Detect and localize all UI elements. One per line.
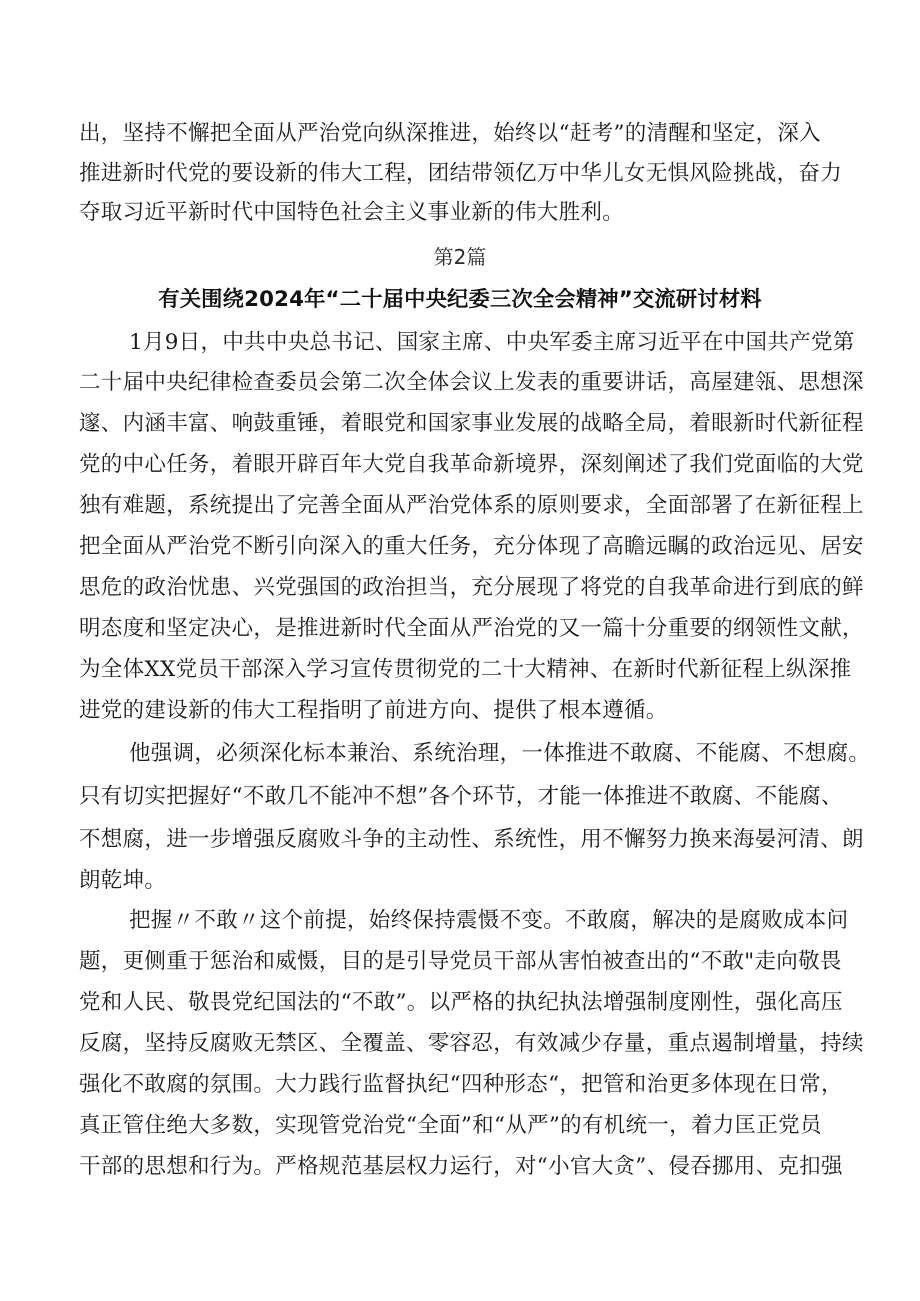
paragraph-line: 党和人民、敬畏党纪国法的“不敢”。以严格的执纪执法增强制度刚性，强化高压 (79, 990, 843, 1015)
intro-line: 推进新时代党的要设新的伟大工程，团结带领亿万中华儿女无惧风险挑战，奋力 (79, 161, 843, 186)
paragraph-line: 独有难题，系统提出了完善全面从严治党体系的原则要求，全面部署了在新征程上 (79, 493, 864, 518)
paragraph-line: 二十届中央纪律检查委员会第二次全体会议上发表的重要讲话，高屋建瓴、思想深 (79, 370, 864, 395)
paragraph-line: 题，更侧重于惩治和威慑，目的是引导党员干部从害怕被查出的“不敢"走向敬畏 (79, 949, 842, 974)
paragraph-line: 邃、内涵丰富、响鼓重锤，着眼党和国家事业发展的战略全局，着眼新时代新征程 (79, 411, 864, 436)
paragraph-line: 把全面从严治党不断引向深入的重大任务，充分体现了高瞻远瞩的政治远见、居安 (79, 534, 864, 559)
paragraph-line: 朗乾坤。 (79, 868, 167, 893)
paragraph-line: 明态度和坚定决心，是推进新时代全面从严治党的又一篇十分重要的纲领性文献， (79, 616, 864, 641)
section-title: 有关围绕2024年“二十届中央纪委三次全会精神”交流研讨材料 (158, 287, 762, 312)
paragraph-line: 反腐，坚持反腐败无禁区、全覆盖、零容忍，有效减少存量，重点遏制增量，持续 (79, 1031, 864, 1056)
paragraph-line: 强化不敢腐的氛围。大力践行监督执纪“四种形态“，把管和治更多体现在日常， (79, 1072, 843, 1097)
paragraph-line: 思危的政治忧患、兴党强国的政治担当，充分展现了将党的自我革命进行到底的鲜 (79, 575, 864, 600)
paragraph-line: 干部的思想和行为。严格规范基层权力运行，对“小官大贪”、侵吞挪用、克扣强 (79, 1154, 843, 1179)
paragraph-line: 1月9日，中共中央总书记、国家主席、中央军委主席习近平在中国共产党第 (129, 330, 855, 355)
paragraph-line: 把握〃不敢〃这个前提，始终保持震慑不变。不敢腐，解决的是腐败成本问 (129, 908, 849, 933)
paragraph-line: 不想腐，进一步增强反腐败斗争的主动性、系统性，用不懈努力换来海晏河清、朗 (79, 827, 864, 852)
paragraph-line: 党的中心任务，着眼开辟百年大党自我革命新境界，深刻阐述了我们党面临的大党 (79, 452, 864, 477)
paragraph-line: 他强调，必须深化标本兼治、系统治理，一体推进不敢腐、不能腐、不想腐。 (129, 741, 871, 766)
intro-line: 夺取习近平新时代中国特色社会主义事业新的伟大胜利。 (79, 200, 625, 225)
paragraph-line: 为全体XX党员干部深入学习宣传贯彻党的二十大精神、在新时代新征程上纵深推 (79, 657, 852, 682)
paragraph-line: 进党的建设新的伟大工程指明了前进方向、提供了根本遵循。 (79, 698, 668, 723)
section-label: 第2篇 (433, 245, 487, 269)
paragraph-line: 只有切实把握好“不敢几不能冲不想”各个环节，才能一体推进不敢腐、不能腐、 (79, 784, 843, 809)
intro-line: 出，坚持不懈把全面从严治党向纵深推进，始终以“赶考”的清醒和坚定，深入 (79, 121, 821, 146)
paragraph-line: 真正管住绝大多数，实现管党治党“全面”和“从严”的有机统一，着力匡正党员 (79, 1113, 822, 1138)
